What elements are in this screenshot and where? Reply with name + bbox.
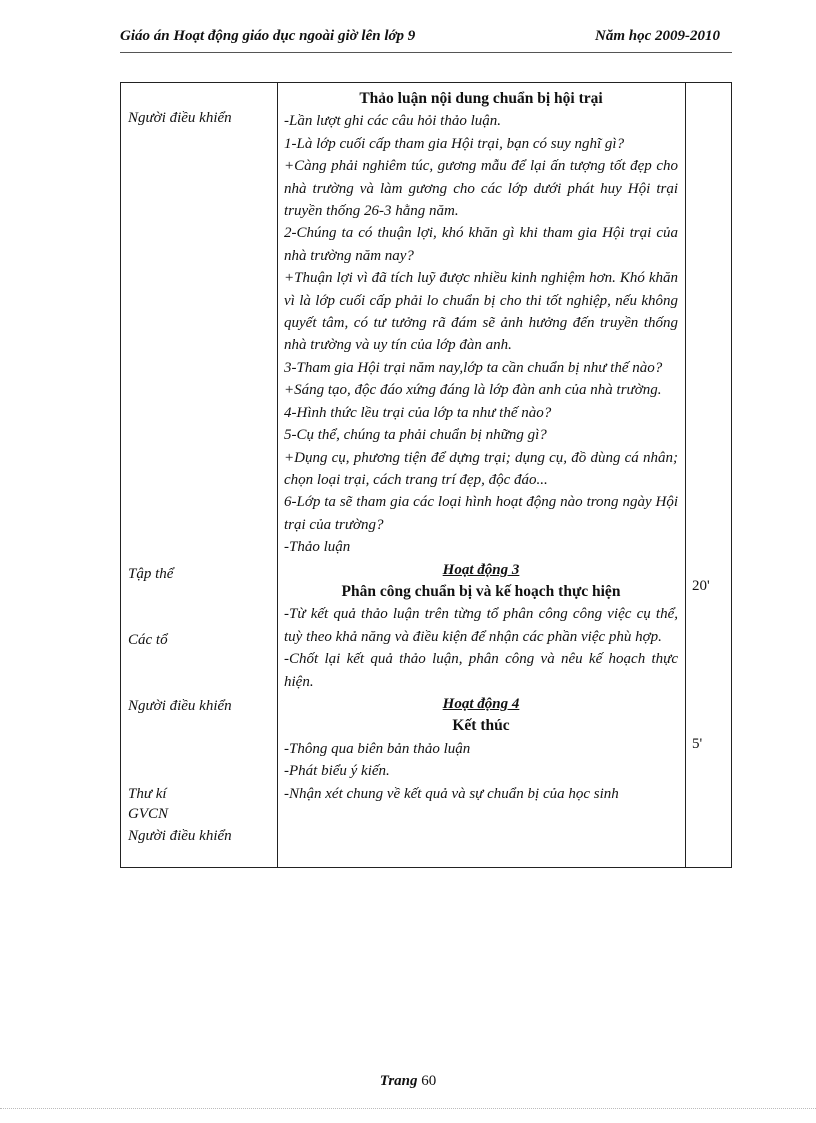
content-line: +Sáng tạo, độc đáo xứng đáng là lớp đàn anh của nhà trường. [284, 382, 662, 399]
section-title: Phân công chuẩn bị và kế hoạch thực hiện [341, 582, 621, 600]
column-divider-1 [277, 83, 278, 867]
content-line: +Thuận lợi vì đã tích luỹ được nhiều kinh nghiệm hơn. Khó khăn vì là lớp cuối cấp phải lo chuẩn bị cho thi tốt nghiệp, nếu không quyết tâm, có tư tưởng rã đám sẽ ảnh hưởng đến truyền thống nhà trường và uy tín của lớp đàn anh. [284, 270, 678, 354]
page-label: Trang [379, 1073, 418, 1089]
header-school-year: Năm học 2009-2010 [595, 28, 720, 44]
page-footer [0, 1073, 816, 1090]
content-line: -Phát biểu ý kiến. [284, 763, 390, 780]
content-line: 6-Lớp ta sẽ tham gia các loại hình hoạt động nào trong ngày Hội trại của trường? [284, 494, 678, 533]
content-line: 4-Hình thức lều trại của lớp ta như thế nào? [284, 404, 552, 421]
content-line: 2-Chúng ta có thuận lợi, khó khăn gì khi tham gia Hội trại của nhà trường năm nay? [284, 225, 678, 264]
time-activity-3: 20' [692, 578, 710, 594]
section-title: Kết thúc [452, 717, 510, 735]
header-title: Giáo án Hoạt động giáo dục ngoài giờ lên lớp 9 [120, 28, 416, 44]
content-line: 5-Cụ thể, chúng ta phải chuẩn bị những gì? [284, 427, 547, 444]
content-line: -Từ kết quả thảo luận trên từng tổ phân công công việc cụ thể, tuỳ theo khả năng và điều kiện để nhận các phần việc phù hợp. [284, 606, 678, 645]
role-groups: Các tổ [128, 632, 168, 648]
content-line: +Dụng cụ, phương tiện để dựng trại; dụng cụ, đồ dùng cá nhân; chọn loại trại, cách trang trí đẹp, độc đáo... [284, 449, 678, 488]
role-secretary: Thư kí [128, 786, 167, 802]
content-line: -Lần lượt ghi các câu hỏi thảo luận. [284, 113, 502, 130]
lesson-table [120, 82, 732, 868]
role-collective: Tập thể [128, 566, 174, 582]
time-activity-4: 5' [692, 736, 703, 752]
activity-heading: Hoạt động 3 [442, 561, 520, 578]
activity-heading: Hoạt động 4 [442, 695, 520, 712]
activity-content [284, 88, 678, 805]
page-number: 60 [421, 1073, 437, 1089]
role-homeroom-teacher: GVCN [128, 806, 169, 822]
content-line: 1-Là lớp cuối cấp tham gia Hội trại, bạn có suy nghĩ gì? [284, 135, 625, 152]
content-line: 3-Tham gia Hội trại năm nay,lớp ta cần chuẩn bị như thế nào? [284, 359, 663, 376]
content-line: -Thông qua biên bản thảo luận [284, 740, 471, 757]
role-moderator: Người điều khiển [128, 698, 232, 714]
page-bottom-rule [0, 1108, 816, 1109]
header-divider [120, 52, 732, 53]
content-line: +Càng phải nghiêm túc, gương mẫu để lại ấn tượng tốt đẹp cho nhà trường và làm gương cho các lớp dưới phát huy Hội trại truyền thống 26-3 hằng năm. [284, 158, 678, 220]
content-line: -Nhận xét chung về kết quả và sự chuẩn bị của học sinh [284, 785, 619, 802]
section-title: Thảo luận nội dung chuẩn bị hội trại [359, 90, 603, 107]
page-header [120, 24, 720, 48]
column-divider-2 [685, 83, 686, 867]
content-line: -Thảo luận [284, 539, 351, 556]
content-line: -Chốt lại kết quả thảo luận, phân công và nêu kế hoạch thực hiện. [284, 651, 678, 690]
role-moderator: Người điều khiển [128, 110, 232, 126]
role-moderator: Người điều khiển [128, 828, 232, 844]
